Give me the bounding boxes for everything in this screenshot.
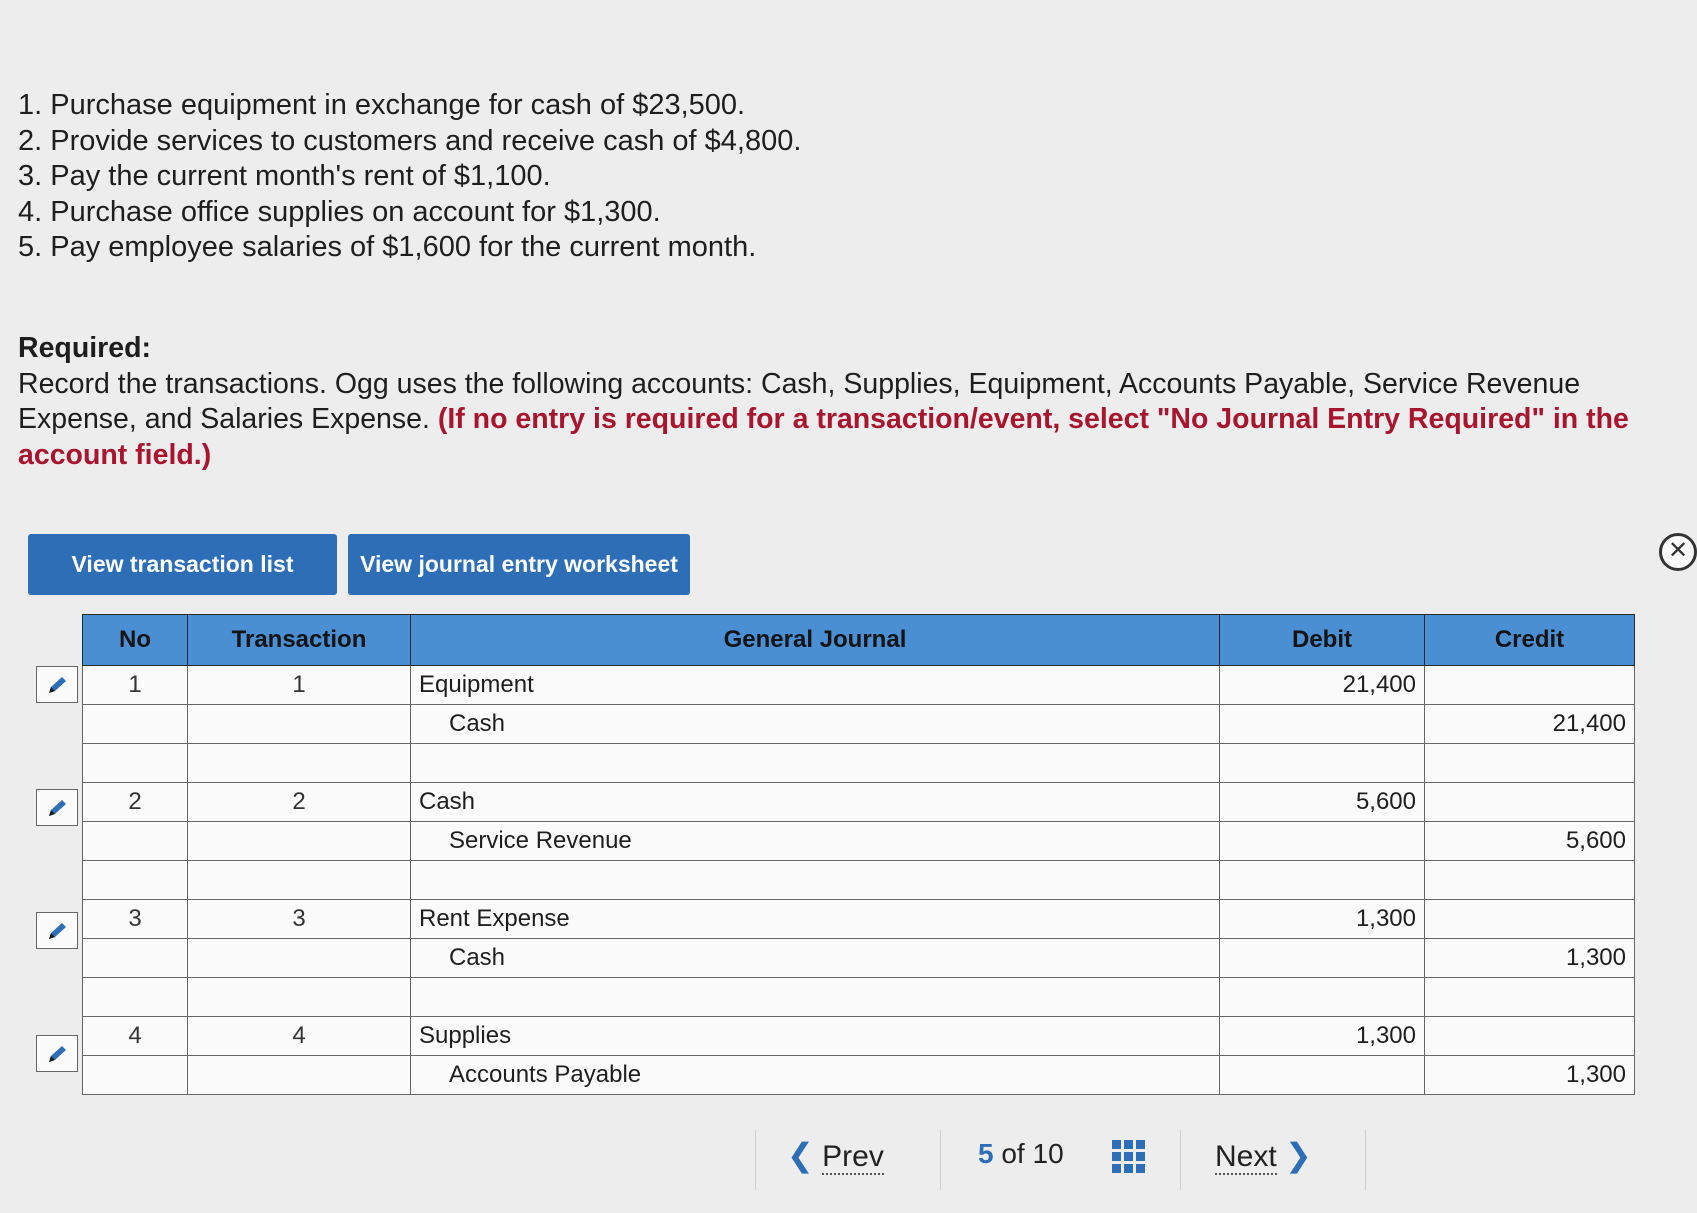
prev-label: Prev [822,1140,884,1173]
table-row [83,666,1635,705]
debit-account[interactable]: Equipment [411,666,1220,705]
instruction-plain: Expense, and Salaries Expense. [18,403,438,435]
next-label: Next [1215,1140,1277,1173]
entry-transaction: 3 [188,900,411,939]
table-header-row [83,615,1635,666]
credit-account[interactable]: Cash [411,705,1220,744]
entry-no-empty [83,822,188,861]
entry-no-empty [83,1056,188,1095]
next-button[interactable] [1215,1136,1312,1174]
credit-amount-empty[interactable] [1425,1017,1635,1056]
pencil-icon [47,921,69,941]
edit-entry-button[interactable] [36,912,78,949]
table-row [83,744,1635,783]
pagination-bar [0,1130,1685,1190]
entry-no: 2 [83,783,188,822]
credit-amount-empty[interactable] [1425,861,1635,900]
header-credit: Credit [1425,615,1635,666]
edit-entry-button[interactable] [36,1035,78,1072]
table-row [83,783,1635,822]
transaction-item: 5. Pay employee salaries of $1,600 for the current month. [18,231,757,263]
credit-amount[interactable]: 21,400 [1425,705,1635,744]
edit-entry-button[interactable] [36,789,78,826]
grid-icon[interactable] [1112,1140,1146,1174]
instruction-line-2 [18,402,1685,438]
current-page: 5 [978,1138,994,1169]
debit-account[interactable]: Rent Expense [411,900,1220,939]
table-row [83,861,1635,900]
debit-amount[interactable]: 1,300 [1220,1017,1425,1056]
credit-amount-empty[interactable] [1425,666,1635,705]
credit-amount-empty[interactable] [1425,783,1635,822]
table-row [83,1056,1635,1095]
prev-button[interactable] [787,1136,884,1174]
debit-amount-empty[interactable] [1220,822,1425,861]
entry-transaction-empty [188,978,411,1017]
debit-amount[interactable]: 5,600 [1220,783,1425,822]
table-row [83,1017,1635,1056]
entry-no: 1 [83,666,188,705]
entry-transaction: 1 [188,666,411,705]
credit-amount[interactable]: 5,600 [1425,822,1635,861]
instruction-emphasis: (If no entry is required for a transaction/event, select "No Journal Entry Required" in the [437,403,1629,435]
entry-no-empty [83,705,188,744]
pencil-icon [47,675,69,695]
entry-transaction-empty [188,744,411,783]
header-no: No [83,615,188,666]
entry-transaction-empty [188,939,411,978]
pager-divider [755,1130,756,1190]
pager-divider [1180,1130,1181,1190]
transaction-item: 2. Provide services to customers and receive cash of $4,800. [18,124,802,157]
table-row [83,822,1635,861]
credit-account[interactable]: Accounts Payable [411,1056,1220,1095]
credit-amount-empty[interactable] [1425,744,1635,783]
close-icon[interactable]: ✕ [1659,533,1697,571]
table-row [83,900,1635,939]
pager-divider [1365,1130,1366,1190]
required-title: Required: [18,332,152,364]
entry-transaction-empty [188,822,411,861]
entry-no-empty [83,744,188,783]
entry-no-empty [83,861,188,900]
table-row [83,939,1635,978]
account-empty[interactable] [411,744,1220,783]
debit-amount[interactable]: 1,300 [1220,900,1425,939]
table-row [83,978,1635,1017]
credit-amount[interactable]: 1,300 [1425,939,1635,978]
of-label: of [1001,1138,1025,1169]
required-instructions [18,331,1685,473]
credit-amount-empty[interactable] [1425,978,1635,1017]
debit-account[interactable]: Cash [411,783,1220,822]
account-empty[interactable] [411,978,1220,1017]
header-general-journal: General Journal [411,615,1220,666]
general-journal-table [82,614,1635,1095]
entry-transaction-empty [188,1056,411,1095]
header-debit: Debit [1220,615,1425,666]
debit-amount-empty[interactable] [1220,939,1425,978]
debit-account[interactable]: Supplies [411,1017,1220,1056]
page-indicator [978,1138,1064,1170]
account-empty[interactable] [411,861,1220,900]
transaction-item: 4. Purchase office supplies on account for $1,300. [18,195,661,228]
entry-transaction: 4 [188,1017,411,1056]
debit-amount-empty[interactable] [1220,744,1425,783]
chevron-right-icon: ❯ [1285,1137,1312,1173]
total-pages: 10 [1032,1138,1064,1169]
debit-amount-empty[interactable] [1220,861,1425,900]
entry-transaction: 2 [188,783,411,822]
pencil-icon [47,798,69,818]
credit-amount[interactable]: 1,300 [1425,1056,1635,1095]
entry-transaction-empty [188,861,411,900]
view-journal-entry-worksheet-button[interactable]: View journal entry worksheet [348,534,690,595]
credit-account[interactable]: Cash [411,939,1220,978]
debit-amount-empty[interactable] [1220,978,1425,1017]
instruction-line-1: Record the transactions. Ogg uses the following accounts: Cash, Supplies, Equipment, Accounts Payable, Service Revenue [18,367,1581,400]
entry-no: 3 [83,900,188,939]
debit-amount-empty[interactable] [1220,705,1425,744]
table-row [83,705,1635,744]
pencil-icon [47,1044,69,1064]
debit-amount[interactable]: 21,400 [1220,666,1425,705]
pager-divider [940,1130,941,1190]
entry-transaction-empty [188,705,411,744]
entry-no: 4 [83,1017,188,1056]
edit-entry-button[interactable] [36,666,78,703]
header-transaction: Transaction [188,615,411,666]
chevron-left-icon: ❮ [787,1137,814,1173]
entry-no-empty [83,939,188,978]
credit-amount-empty[interactable] [1425,900,1635,939]
entry-no-empty [83,978,188,1017]
transaction-list [18,88,801,266]
debit-amount-empty[interactable] [1220,1056,1425,1095]
transaction-item: 1. Purchase equipment in exchange for cash of $23,500. [18,89,746,121]
transaction-item: 3. Pay the current month's rent of $1,100. [18,160,551,192]
credit-account[interactable]: Service Revenue [411,822,1220,861]
instruction-line-3: account field.) [18,438,212,471]
view-transaction-list-button[interactable]: View transaction list [28,534,337,595]
